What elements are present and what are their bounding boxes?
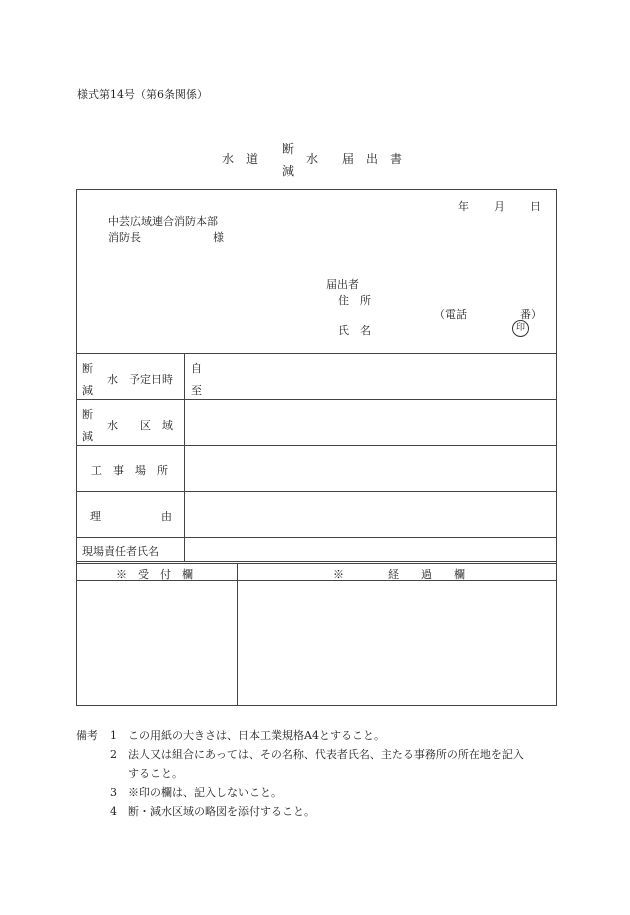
address-label: 住 所 — [338, 294, 371, 307]
note-text: 法人又は組合にあっては、その名称、代表者氏名、主たる事務所の所在地を記入 — [128, 748, 524, 761]
date-year-label: 年 — [458, 200, 469, 213]
divider-schedule — [76, 399, 557, 400]
note-item — [76, 764, 524, 783]
divider-area — [76, 445, 557, 446]
area-label-bottom: 減 — [82, 430, 93, 443]
schedule-to-label: 至 — [191, 384, 202, 397]
reason-label-left: 理 — [90, 510, 101, 523]
divider-site — [76, 491, 557, 492]
note-text: すること。 — [128, 767, 183, 780]
schedule-label: 水 予定日時 — [107, 373, 173, 386]
seal-mark: 印 — [512, 320, 529, 337]
title-part2: 水 届 出 書 — [306, 152, 403, 166]
label-column-divider — [184, 353, 185, 561]
phone-close-label: 番） — [520, 308, 542, 321]
divider-reason — [76, 537, 557, 538]
schedule-label-top: 断 — [82, 362, 93, 375]
note-text: ※印の欄は、記入しないこと。 — [128, 786, 282, 799]
note-number: 4 — [110, 805, 117, 818]
addressee-org: 中芸広域連合消防本部 — [108, 215, 218, 228]
site-label: 工 事 場 所 — [91, 464, 168, 477]
area-label: 水 区 域 — [107, 419, 173, 432]
note-text: 断・減水区域の略図を添付すること。 — [128, 805, 315, 818]
reception-label: ※ 受 付 欄 — [116, 568, 193, 581]
title-stacked-bottom: 減 — [282, 164, 295, 178]
schedule-label-bottom: 減 — [82, 384, 93, 397]
date-day-label: 日 — [530, 200, 541, 213]
note-item — [76, 745, 524, 764]
note-item — [76, 726, 524, 745]
notes-section — [76, 726, 524, 821]
name-label: 氏 名 — [338, 324, 371, 337]
phone-open-label: （電話 — [434, 308, 467, 321]
note-number: 3 — [110, 786, 117, 799]
note-number — [110, 764, 128, 783]
divider-supervisor — [76, 561, 557, 562]
note-number: 2 — [110, 748, 117, 761]
reason-label-right: 由 — [161, 510, 172, 523]
notes-heading: 備考 — [76, 729, 98, 742]
addressee-title: 消防長 — [108, 231, 141, 244]
form-number: 様式第14号（第6条関係） — [77, 88, 208, 101]
bottom-column-divider — [237, 563, 238, 706]
area-label-top: 断 — [82, 408, 93, 421]
addressee-honorific: 様 — [213, 231, 224, 244]
schedule-from-label: 自 — [191, 362, 202, 375]
divider-supervisor-double — [76, 563, 557, 564]
note-text: この用紙の大きさは、日本工業規格A4とすること。 — [128, 729, 385, 742]
note-item — [76, 802, 524, 821]
date-month-label: 月 — [494, 200, 505, 213]
note-number: 1 — [110, 729, 117, 742]
note-item — [76, 783, 524, 802]
applicant-label: 届出者 — [326, 278, 359, 291]
title-stacked-top: 断 — [282, 142, 295, 156]
title-part1: 水 道 — [222, 152, 259, 166]
divider-header — [76, 353, 557, 354]
progress-label: ※ 経 過 欄 — [333, 568, 465, 581]
form-frame — [76, 189, 557, 706]
supervisor-label: 現場責任者氏名 — [82, 545, 159, 558]
